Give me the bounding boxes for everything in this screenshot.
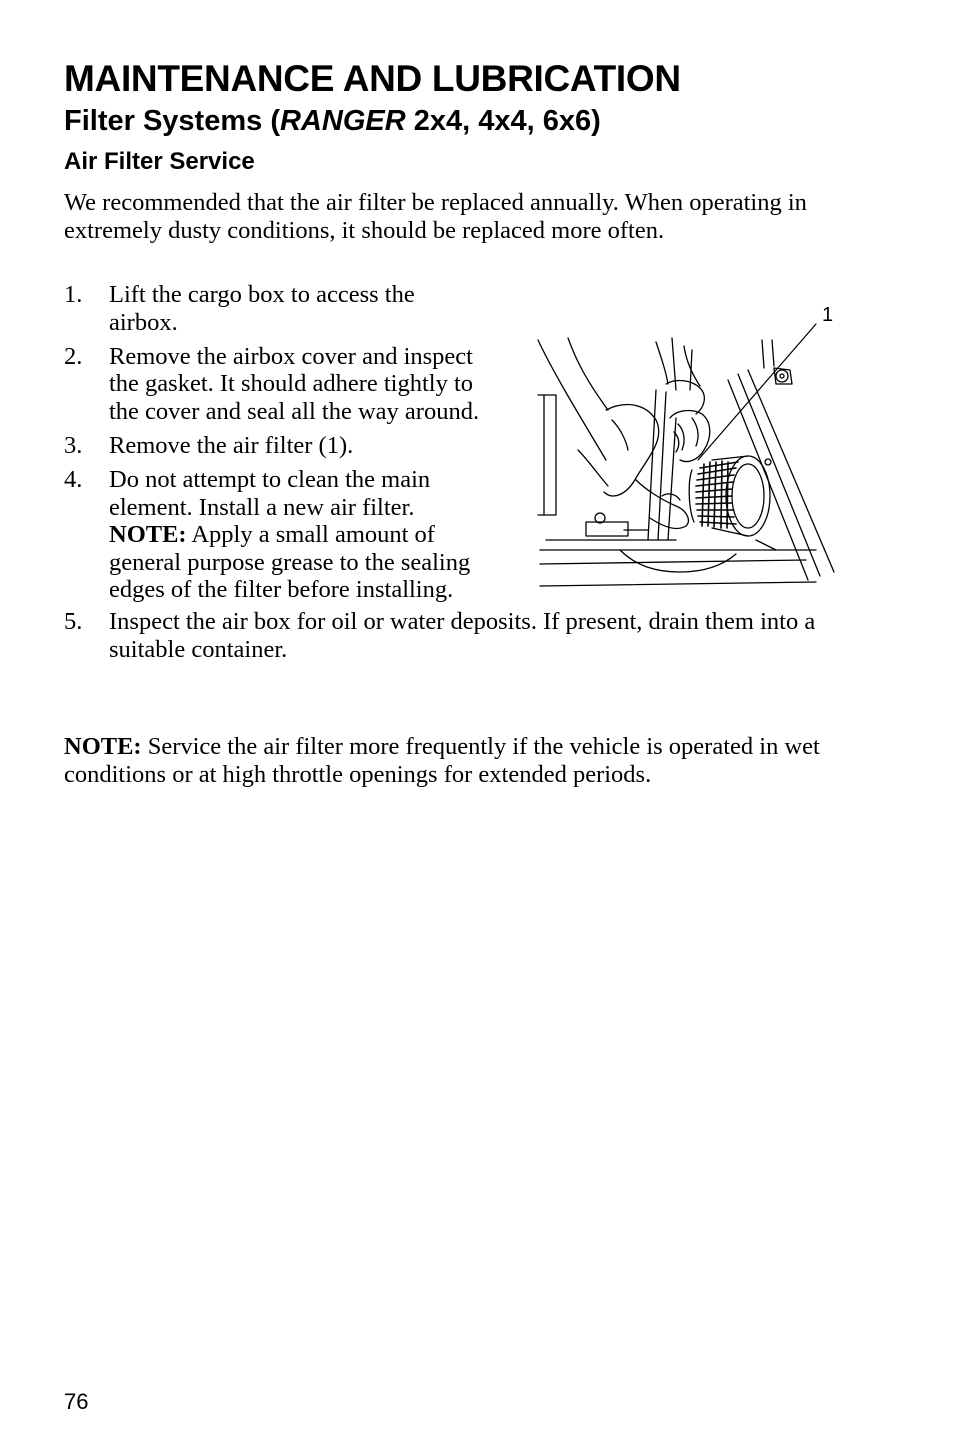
list-item bbox=[64, 608, 864, 663]
subsection-prefix: Filter Systems ( bbox=[64, 105, 280, 137]
step-text: Do not attempt to clean the main element. Install a new air filter. bbox=[109, 466, 431, 521]
subsection-model-name: RANGER bbox=[279, 105, 406, 137]
step-number: 5. bbox=[64, 608, 83, 636]
step-content bbox=[109, 466, 484, 604]
section-title: MAINTENANCE AND LUBRICATION bbox=[64, 58, 681, 99]
air-filter-drawing bbox=[516, 300, 836, 590]
subsection-title bbox=[64, 104, 601, 138]
note-label: NOTE: bbox=[64, 733, 142, 760]
step-text: Inspect the air box for oil or water deposits. If present, drain them into a suitable container. bbox=[109, 608, 816, 663]
step-number: 4. bbox=[64, 466, 83, 494]
step-number: 3. bbox=[64, 431, 83, 459]
topic-title: Air Filter Service bbox=[64, 148, 255, 175]
step-text: Remove the air filter (1). bbox=[109, 431, 354, 459]
air-filter-illustration bbox=[516, 300, 836, 590]
step-note-label: NOTE: bbox=[109, 521, 187, 549]
step-text: Remove the airbox cover and inspect the gasket. It should adhere tightly to the cover and seal all the way around. bbox=[109, 342, 480, 425]
service-note bbox=[64, 733, 864, 788]
step-note-text: Apply a small amount of general purpose grease to the sealing edges of the filter before installing. bbox=[109, 521, 471, 604]
intro-paragraph: We recommended that the air filter be replaced annually. When operating in extremely dusty conditions, it should be replaced more often. bbox=[64, 189, 807, 244]
step-number: 1. bbox=[64, 281, 83, 308]
page-number: 76 bbox=[64, 1389, 89, 1414]
note-text: Service the air filter more frequently if the vehicle is operated in wet conditions or at high throttle openings for extended periods. bbox=[64, 733, 820, 788]
step-number: 2. bbox=[64, 342, 83, 370]
step-text: Lift the cargo box to access the airbox. bbox=[109, 281, 415, 336]
callout-label: 1 bbox=[822, 304, 834, 326]
subsection-suffix: 2x4, 4x4, 6x6) bbox=[405, 105, 601, 137]
